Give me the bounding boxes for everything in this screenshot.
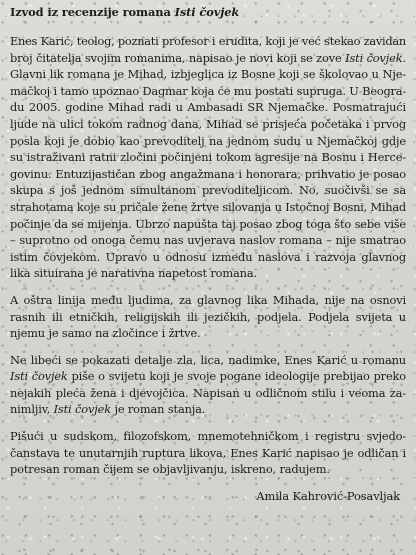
text-line bbox=[10, 182, 406, 199]
text-segment: istim čovjekom. Upravo u odnosu između naslova i razvoja glavnog bbox=[10, 249, 406, 264]
text-segment: posla koji je dobio kao prevoditelj na jednom sudu u Njemačkoj gdje bbox=[10, 133, 406, 148]
text-line bbox=[10, 216, 406, 233]
text-segment: skupa s još jednom simultanom prevoditeljicom. No, suočivši se sa bbox=[10, 183, 406, 198]
text-line bbox=[10, 368, 406, 385]
text-segment: Glavni lik romana je Mihad, izbjeglica iz Bosne koji se školovao u Nje- bbox=[10, 67, 406, 82]
text-line bbox=[10, 428, 406, 445]
text-line bbox=[10, 166, 406, 183]
text-segment: njemu je samo na zločince i žrtve. bbox=[10, 326, 201, 341]
text-line bbox=[10, 133, 406, 150]
text-line bbox=[10, 99, 406, 116]
text-segment: strahotama koje su pričale žene žrtve silovanja u Istočnoj Bosni, Mihad bbox=[10, 199, 406, 214]
author-signature: Amila Kahrović-Posavljak bbox=[256, 488, 400, 503]
text-segment: nejakih pleća žena i djevojčica. Napisan u odličnom stilu i veoma za- bbox=[10, 385, 406, 400]
text-segment: ljude na ulici tokom radnog dana, Mihad se prisjeća početaka i prvog bbox=[10, 116, 406, 131]
text-segment: du 2005. godine Mihad radi u Ambasadi SR Njemačke. Posmatrajući bbox=[10, 100, 406, 115]
text-segment: piše o svijetu koji je svoje pogane ideologije prebijao preko bbox=[67, 369, 406, 384]
text-line bbox=[10, 445, 406, 462]
text-segment: počinje da se mijenja. Ubrzo napušta taj posao zbog toga što sebe više bbox=[10, 216, 406, 231]
paragraph bbox=[10, 292, 406, 342]
review-excerpt bbox=[10, 4, 406, 504]
text-segment: govinu. Entuzijastičan zbog angažmana i honorara, prihvatio je posao bbox=[10, 166, 406, 181]
text-line bbox=[10, 461, 406, 478]
text-segment: A oštra linija među ljudima, za glavnog lika Mihada, nije na osnovi bbox=[10, 292, 406, 307]
text-line bbox=[10, 401, 406, 418]
text-line bbox=[10, 325, 406, 342]
text-line bbox=[10, 309, 406, 326]
book-title-mention: Isti čovjek bbox=[345, 50, 403, 65]
text-segment: . bbox=[402, 50, 406, 65]
text-segment: Pišući u sudskom, filozofskom, mnemotehničkom i registru svjedo- bbox=[10, 429, 406, 444]
text-segment: mačkoj i tamo upoznao Dagmar koja će mu postati supruga. U Beogra- bbox=[10, 83, 406, 98]
text-line bbox=[10, 352, 406, 369]
text-segment: nimljiv, bbox=[10, 402, 54, 417]
book-title-mention: Isti čovjek bbox=[53, 402, 111, 417]
text-segment: broj čitatelja svojim romanima, napisao je novi koji se zove bbox=[10, 50, 346, 65]
text-line bbox=[10, 232, 406, 249]
text-line bbox=[10, 83, 406, 100]
text-segment: Enes Karić, teolog, poznati profesor i erudita, koji je već stekao zavidan bbox=[10, 34, 406, 48]
text-segment: je roman stanja. bbox=[110, 402, 206, 417]
text-line bbox=[10, 385, 406, 402]
text-line bbox=[10, 33, 406, 50]
text-segment: čanstava te unutarnjih ruptura likova, Enes Karić napisao je odličan i bbox=[10, 445, 406, 460]
heading-prefix: Izvod iz recenzije romana bbox=[10, 5, 175, 19]
text-line bbox=[10, 199, 406, 216]
paragraph bbox=[10, 428, 406, 478]
text-segment: Ne libeći se pokazati detalje zla, lica, nadimke, Enes Karić u romanu bbox=[10, 352, 406, 367]
heading-book-title: Isti čovjek bbox=[174, 5, 240, 19]
text-segment: su istraživani ratni zločini počinjeni tokom agresije na Bosnu i Herce- bbox=[10, 150, 406, 165]
text-segment: rasnih ili etničkih, religijskih ili jezičkih, podjela. Podjela svijeta u bbox=[10, 309, 406, 324]
book-title-mention: Isti čovjek bbox=[10, 369, 68, 384]
text-line bbox=[10, 265, 406, 282]
text-line bbox=[10, 116, 406, 133]
text-line bbox=[10, 66, 406, 83]
text-segment: lika situirana je narativna napetost romana. bbox=[10, 266, 257, 281]
paragraph bbox=[10, 352, 406, 418]
text-line bbox=[10, 50, 406, 67]
text-segment: potresan roman čijem se objavljivanju, iskreno, radujem. bbox=[10, 462, 330, 477]
text-line bbox=[10, 292, 406, 309]
review-body bbox=[10, 33, 406, 478]
text-line bbox=[10, 149, 406, 166]
text-line bbox=[10, 249, 406, 266]
text-segment: – suprotno od onoga čemu nas uvjerava naslov romana – nije smatrao bbox=[10, 233, 406, 248]
paragraph bbox=[10, 33, 406, 282]
heading bbox=[10, 4, 406, 21]
